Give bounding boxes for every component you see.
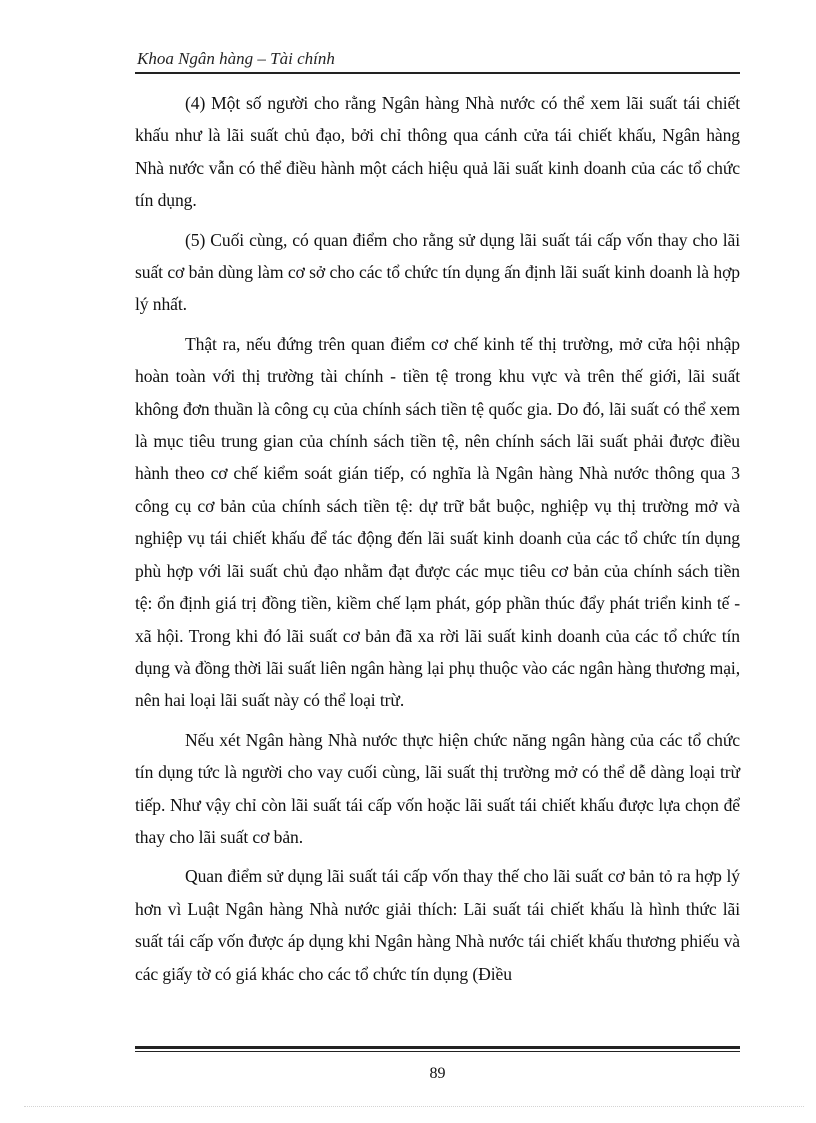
page-header bbox=[135, 48, 740, 74]
paragraph-5: (5) Cuối cùng, có quan điểm cho rằng sử dụng lãi suất tái cấp vốn thay cho lãi suất cơ bản dùng làm cơ sở cho các tổ chức tín dụng ấn định lãi suất kinh doanh là hợp lý nhất. bbox=[135, 229, 740, 315]
header-rule bbox=[135, 72, 740, 74]
page-footer bbox=[135, 1046, 740, 1084]
paragraph-4: (4) Một số người cho rằng Ngân hàng Nhà nước có thể xem lãi suất tái chiết khấu như là lãi suất chủ đạo, bởi chỉ thông qua cánh cửa tái chiết khấu, Ngân hàng Nhà nước vẫn có thể điều hành một cách hiệu quả lãi suất kinh doanh của các tổ chức tín dụng. bbox=[135, 93, 740, 211]
paragraph-refinancing-rate: Quan điểm sử dụng lãi suất tái cấp vốn thay thế cho lãi suất cơ bản tỏ ra hợp lý hơn vì Luật Ngân hàng Nhà nước giải thích: Lãi suất tái chiết khấu là hình thức lãi suất tái cấp vốn được áp dụng khi Ngân hàng Nhà nước tái chiết khấu thương phiếu và các giấy tờ có giá khác cho các tổ chức tín dụng (Điều bbox=[135, 866, 740, 984]
document-body bbox=[135, 87, 740, 997]
footer-rule-thin bbox=[135, 1051, 740, 1052]
paragraph-market-view: Thật ra, nếu đứng trên quan điểm cơ chế kinh tế thị trường, mở cửa hội nhập hoàn toàn với thị trường tài chính - tiền tệ trong khu vực và trên thế giới, lãi suất không đơn thuần là công cụ của chính sách tiền tệ quốc gia. Do đó, lãi suất có thể xem là mục tiêu trung gian của chính sách tiền tệ, nên chính sách lãi suất phải được điều hành theo cơ chế kiểm soát gián tiếp, có nghĩa là Ngân hàng Nhà nước thông qua 3 công cụ cơ bản của chính sách tiền tệ: dự trữ bắt buộc, nghiệp vụ thị trường mở và nghiệp vụ tái chiết khấu để tác động đến lãi suất kinh doanh của các tổ chức tín dụng phù hợp với lãi suất chủ đạo nhằm đạt được các mục tiêu cơ bản của chính sách tiền tệ: ổn định giá trị đồng tiền, kiềm chế lạm phát, góp phần thúc đẩy phát triển kinh tế - xã hội. Trong khi đó lãi suất cơ bản đã xa rời lãi suất kinh doanh của các tổ chức tín dụng và đồng thời lãi suất liên ngân hàng lại phụ thuộc vào các ngân hàng thương mại, nên hai loại lãi suất này có thể loại trừ. bbox=[135, 333, 740, 711]
page-bottom-divider bbox=[24, 1106, 804, 1107]
page-number: 89 bbox=[429, 1065, 446, 1082]
footer-rule-thick bbox=[135, 1046, 740, 1049]
paragraph-lender-of-last-resort: Nếu xét Ngân hàng Nhà nước thực hiện chức năng ngân hàng của các tổ chức tín dụng tức là người cho vay cuối cùng, lãi suất thị trường mở có thể dễ dàng loại trừ tiếp. Như vậy chỉ còn lãi suất tái cấp vốn hoặc lãi suất tái chiết khấu được lựa chọn để thay cho lãi suất cơ bản. bbox=[135, 729, 740, 847]
header-title: Khoa Ngân hàng – Tài chính bbox=[137, 49, 335, 68]
